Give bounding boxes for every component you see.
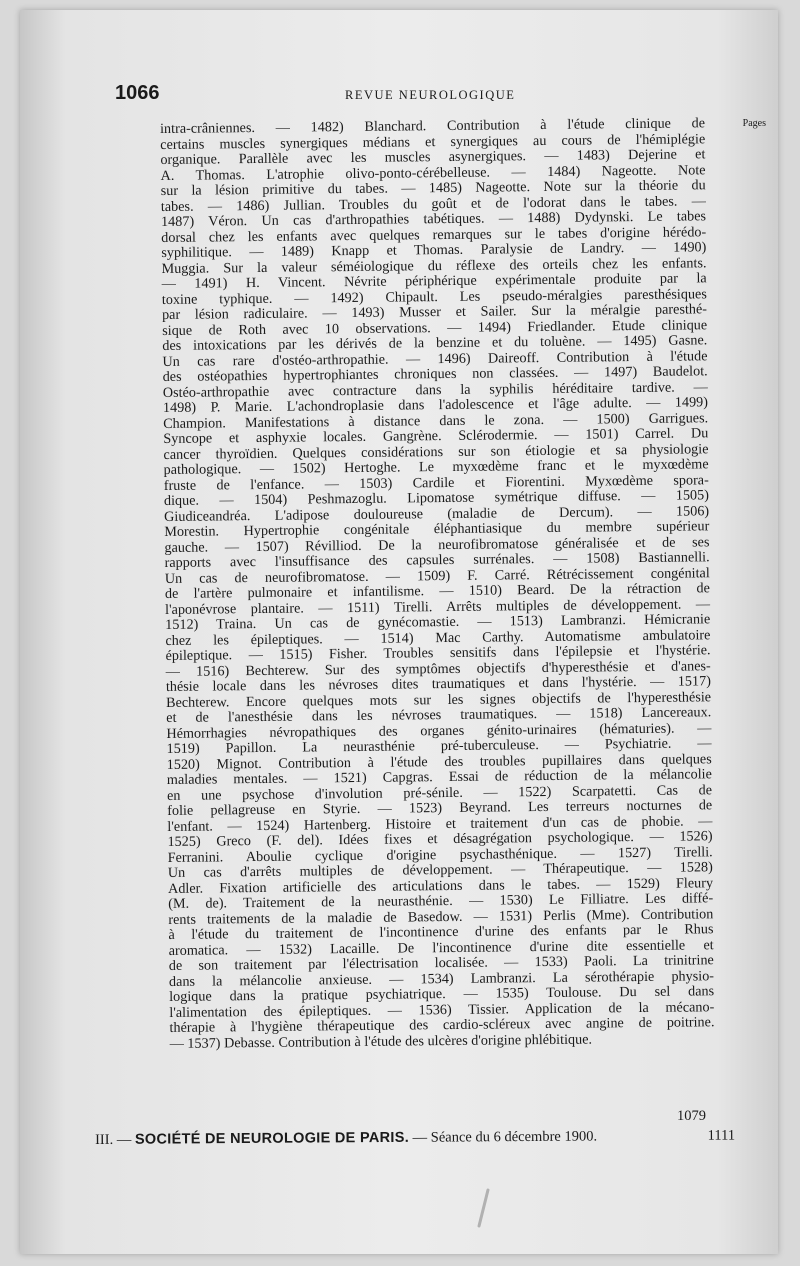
text-line: Ferranini. Aboulie cyclique d'origine psychasthénique. — 1527) Tirelli. — [167, 843, 713, 866]
text-line: cancer thyroïdien. Quelques considérations sur son étiologie et sa physiologie — [163, 440, 709, 463]
text-line: 1498) P. Marie. L'achondroplasie dans l'adolescence et l'âge adulte. — 1499) — [162, 394, 709, 416]
text-line: 1525) Greco (F. del). Idées fixes et désagrégation psychologique. — 1526) — [167, 828, 713, 850]
text-line: par lésion radiculaire. — 1493) Musser et Sailer. Sur la méralgie paresthé- — [161, 301, 708, 323]
text-line: 1519) Papillon. La neurasthénie pré-tuberculeuse. — Psychiatrie. — — [166, 735, 712, 757]
text-line: thésie locale dans les névroses dites traumatiques et dans l'hystérie. — 1517) — [165, 673, 711, 695]
text-line: tabes. — 1486) Jullian. Troubles du goût et de l'odorat dans le tabes. — — [160, 192, 706, 215]
text-line: Bechterew. Encore quelques mots sur les signes objectifs de l'hyperesthésie — [165, 688, 712, 711]
text-line: thérapie à l'hygiène thérapeutique des cardio-scléreux avec angine de poitrine. — [169, 1014, 715, 1036]
text-line: logique dans la pratique psychiatrique. — 1535) Toulouse. Du sel dans — [169, 983, 715, 1005]
text-line: Un cas de neurofibromatose. — 1509) F. Carré. Rétrécissement congénital — [164, 564, 710, 587]
text-line: rapports avec l'insuffisance des capsules surrénales. — 1508) Bastiannelli. — [164, 549, 710, 571]
text-line: en une psychose d'involution pré-sénile. — 1522) Scarpatetti. Cas de — [166, 781, 713, 804]
text-line: des ostéopathies hypertrophiantes chroniques non classées. — 1497) Baudelot. — [162, 363, 708, 385]
text-line: folie pellagreuse en Styrie. — 1523) Beyrand. Les terreurs nocturnes de — [167, 797, 713, 819]
text-line: dans la mélancolie anxieuse. — 1534) Lambranzi. La sérothérapie physio- — [168, 967, 715, 990]
text-line: Hémorrhagies névropathiques des organes génito-urinaires (hématuries). — — [166, 719, 712, 742]
text-line: Muggia. Sur la valeur séméiologique du réflexe des orteils chez les enfants. — [161, 254, 707, 277]
text-line: syphilitique. — 1489) Knapp et Thomas. Paralysie de Landry. — 1490) — [161, 239, 707, 261]
text-line: — 1491) H. Vincent. Névrite périphérique expérimentale produite par la — [161, 270, 707, 292]
text-line: certains muscles synergiques médians et synergiques au cours de l'hémiplégie — [160, 130, 706, 153]
text-line: aromatica. — 1532) Lacaille. De l'incontinence d'urine dite essentielle et — [168, 936, 714, 959]
text-line: et de l'anesthésie dans les névroses traumatiques. — 1518) Lancereaux. — [166, 704, 712, 726]
text-line: — 1516) Bechterew. Sur des symptômes objectifs d'hyperesthésie et d'anes- — [165, 657, 711, 680]
section-page-number: 1111 — [707, 1127, 736, 1144]
text-line: 1487) Véron. Un cas d'arthropathies tabétiques. — 1488) Dydynski. Le tabes — [160, 208, 707, 230]
text-line: Syncope et asphyxie locales. Gangrène. Sclérodermie. — 1501) Carrel. Du — [163, 425, 709, 447]
text-line: des intoxications par les dérivés de la benzine et du toluène. — 1495) Gasne. — [162, 332, 708, 354]
text-line: Adler. Fixation artificielle des articulations dans le tabes. — 1529) Fleury — [167, 874, 714, 897]
text-line: A. Thomas. L'atrophie olivo-ponto-cérébelleuse. — 1484) Nageotte. Note — [160, 161, 706, 184]
text-line: à l'étude du traitement de l'incontinence d'urine des enfants par le Rhus — [168, 921, 714, 943]
text-line: — 1537) Debasse. Contribution à l'étude des ulcères d'origine phlébitique. — [169, 1031, 593, 1052]
text-line: Morestin. Hypertrophie congénitale éléphantiasique du membre supérieur — [164, 518, 710, 540]
entry-page-number: 1079 — [677, 1108, 706, 1124]
section-session: — Séance du 6 décembre 1900. — [412, 1128, 598, 1146]
text-line: sur la lésion primitive du tabes. — 1485) Nageotte. Note sur la théorie du — [160, 177, 706, 199]
text-line: Ostéo-arthropathie avec contracture dans la syphilis héréditaire tardive. — — [162, 378, 708, 401]
page-header — [115, 82, 738, 106]
text-line: de l'artère pulmonaire et infantilisme. — 1510) Beard. De la rétraction de — [164, 580, 710, 602]
section-number: III. — — [95, 1131, 132, 1148]
text-line: 1520) Mignot. Contribution à l'étude des troubles pupillaires dans quelques — [166, 750, 712, 773]
text-line: Champion. Manifestations à distance dans le zona. — 1500) Garrigues. — [163, 409, 709, 432]
text-line: dique. — 1504) Peshmazoglu. Lipomatose symétrique diffuse. — 1505) — [163, 487, 710, 509]
table-of-contents-body — [160, 116, 715, 1052]
text-line: rents traitements de la maladie de Basedow. — 1531) Perlis (Mme). Contribution — [168, 905, 714, 928]
text-line: fruste de l'enfance. — 1503) Cardile et Fiorentini. Myxœdème spora- — [163, 471, 709, 494]
document-page — [20, 10, 778, 1254]
text-line: chez les épileptiques. — 1514) Mac Carthy. Automatisme ambulatoire — [165, 626, 711, 649]
section-heading — [95, 1128, 735, 1149]
text-line: épileptique. — 1515) Fisher. Troubles sensitifs dans l'épilepsie et l'hystérie. — [165, 642, 711, 664]
text-line: l'enfant. — 1524) Hartenberg. Histoire et traitement d'un cas de phobie. — — [167, 812, 713, 835]
text-line: sique de Roth avec 10 observations. — 1494) Friedlander. Etude clinique — [162, 316, 708, 339]
running-title: REVUE NEUROLOGIQUE — [345, 88, 516, 102]
text-line: dorsal chez les enfants avec quelques remarques sur le tabes d'origine hérédo- — [161, 223, 707, 246]
ink-mark — [477, 1188, 490, 1228]
text-line: maladies mentales. — 1521) Capgras. Essai de réduction de la mélancolie — [166, 766, 712, 788]
text-line: Un cas d'arrêts multiples de développement. — Thérapeutique. — 1528) — [167, 859, 713, 881]
section-title: SOCIÉTÉ DE NEUROLOGIE DE PARIS. — [134, 1129, 410, 1148]
text-line: l'aponévrose plantaire. — 1511) Tirelli. Arrêts multiples de développement. — — [165, 595, 711, 618]
text-line: gauche. — 1507) Révilliod. De la neurofibromatose généralisée et de ses — [164, 533, 710, 556]
page-number: 1066 — [115, 82, 160, 104]
text-line: toxine typhique. — 1492) Chipault. Les pseudo-méralgies paresthésiques — [161, 285, 707, 308]
text-line: de son traitement par l'électrisation localisée. — 1533) Paoli. La trinitrine — [168, 952, 714, 974]
text-line: intra-crâniennes. — 1482) Blanchard. Contribution à l'étude clinique de — [159, 115, 706, 137]
text-line: Giudiceandréa. L'adipose douloureuse (maladie de Dercum). — 1506) — [164, 502, 710, 525]
text-line: (M. de). Traitement de la neurasthénie. — 1530) Le Filliatre. Les diffé- — [168, 890, 714, 912]
text-line: l'alimentation des épileptiques. — 1536) Tissier. Application de la mécano- — [169, 998, 715, 1021]
text-line: pathologique. — 1502) Hertoghe. Le myxœdème franc et le myxœdème — [163, 456, 709, 478]
text-line: organique. Parallèle avec les muscles asynergiques. — 1483) Dejerine et — [160, 146, 706, 168]
text-line: 1512) Traina. Un cas de gynécomastie. — 1513) Lambranzi. Hémicranie — [165, 611, 711, 633]
pages-column-label: Pages — [742, 118, 766, 129]
text-line: Un cas rare d'ostéo-arthropathie. — 1496) Daireoff. Contribution à l'étude — [162, 347, 708, 370]
